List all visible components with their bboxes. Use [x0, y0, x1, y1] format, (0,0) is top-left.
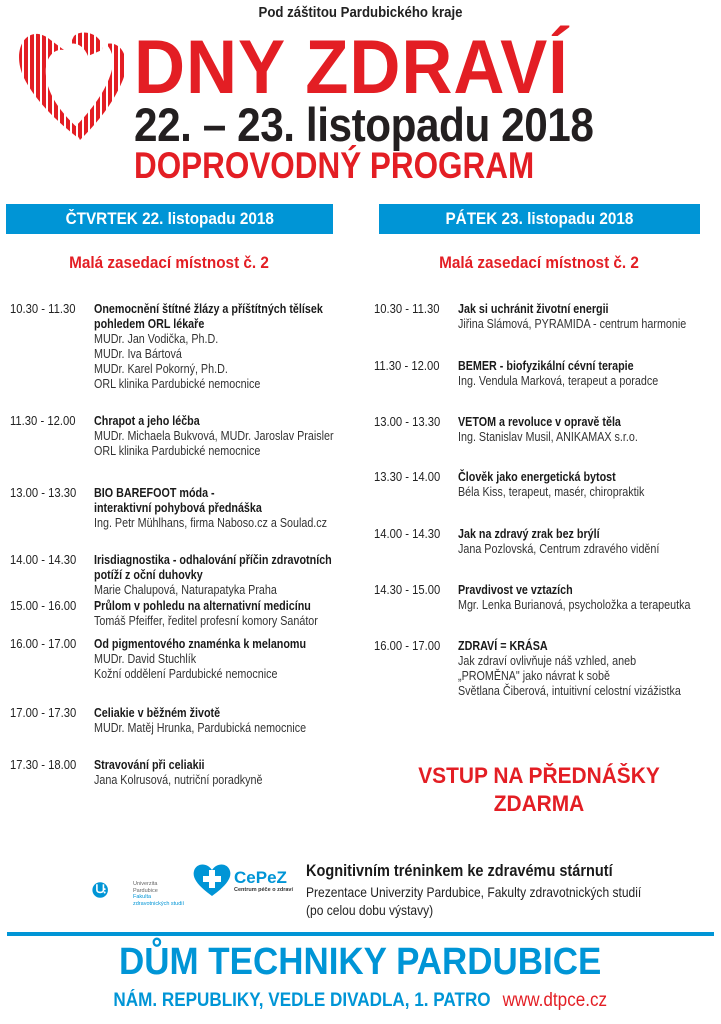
talk-title: potíží z oční duhovky	[94, 568, 203, 582]
footer-divider	[7, 932, 714, 936]
talk-title: Od pigmentového znaménka k melanomu	[94, 637, 307, 651]
schedule-body	[94, 599, 318, 629]
schedule-time: 14.00 - 14.30	[10, 553, 77, 567]
room-label-thursday: Malá zasedací místnost č. 2	[69, 253, 270, 272]
schedule-body	[94, 414, 334, 459]
talk-title: pohledem ORL lékaře	[94, 317, 205, 331]
event-subtitle: DOPROVODNÝ PROGRAM	[134, 145, 535, 186]
speaker-line: MUDr. David Stuchlík	[94, 652, 197, 666]
exhibition-description: Prezentace Univerzity Pardubice, Fakulty zdravotnických studií	[306, 884, 642, 900]
day-header-friday: PÁTEK 23. listopadu 2018	[379, 204, 700, 234]
speaker-line: ORL klinika Pardubické nemocnice	[94, 444, 261, 458]
schedule-time: 10.30 - 11.30	[374, 302, 440, 316]
talk-title: Jak na zdravý zrak bez brýlí	[458, 527, 600, 541]
cepez-subtitle: Centrum péče o zdraví	[234, 887, 293, 893]
upce-logo-text: Univerzita Pardubice Fakulta zdravotnických studií	[133, 881, 185, 907]
speaker-line: Ing. Petr Mühlhans, firma Naboso.cz a Soulad.cz	[94, 516, 328, 530]
schedule-time: 13.00 - 13.30	[10, 486, 77, 500]
schedule-time: 15.00 - 16.00	[10, 599, 77, 613]
speaker-line: MUDr. Iva Bártová	[94, 347, 182, 361]
schedule-time: 13.00 - 13.30	[374, 415, 441, 429]
room-label-friday: Malá zasedací místnost č. 2	[439, 253, 640, 272]
event-dates: 22. – 23. listopadu 2018	[134, 98, 594, 151]
speaker-line: Světlana Čiberová, intuitivní celostní vizážistka	[458, 684, 681, 698]
talk-title: interaktivní pohybová přednáška	[94, 501, 262, 515]
schedule-body	[94, 637, 306, 682]
schedule-body	[458, 470, 644, 500]
speaker-line: Jana Kolrusová, nutriční poradkyně	[94, 773, 263, 787]
free-entry-notice: VSTUP NA PŘEDNÁŠKY ZDARMA	[418, 763, 660, 816]
speaker-line: MUDr. Jan Vodička, Ph.D.	[94, 332, 219, 346]
speaker-line: Jana Pozlovská, Centrum zdravého vidění	[458, 542, 660, 556]
talk-title: Stravování při celiakii	[94, 758, 205, 772]
univerzita-pardubice-logo-icon	[92, 868, 132, 912]
talk-title: VETOM a revoluce v opravě těla	[458, 415, 621, 429]
talk-title: Onemocnění štítné žlázy a příštítných tělísek	[94, 302, 323, 316]
speaker-line: Marie Chalupová, Naturapatyka Praha	[94, 583, 277, 597]
venue-name: DŮM TECHNIKY PARDUBICE	[119, 941, 602, 983]
speaker-line: MUDr. Michaela Bukvová, MUDr. Jaroslav Praisler	[94, 429, 334, 443]
talk-title: BEMER - biofyzikální cévní terapie	[458, 359, 634, 373]
speaker-line: Ing. Stanislav Musil, ANIKAMAX s.r.o.	[458, 430, 638, 444]
schedule-time: 11.30 - 12.00	[374, 359, 440, 373]
speaker-line: MUDr. Matěj Hrunka, Pardubická nemocnice	[94, 721, 307, 735]
schedule-time: 16.00 - 17.00	[10, 637, 77, 651]
talk-title: Pravdivost ve vztazích	[458, 583, 573, 597]
talk-title: BIO BAREFOOT móda -	[94, 486, 215, 500]
speaker-line: Ing. Vendula Marková, terapeut a poradce	[458, 374, 659, 388]
schedule-time: 14.00 - 14.30	[374, 527, 441, 541]
venue-address: NÁM. REPUBLIKY, VEDLE DIVADLA, 1. PATRO	[113, 990, 491, 1011]
address-row	[0, 990, 721, 1012]
schedule-body	[458, 302, 686, 332]
speaker-line: Kožní oddělení Pardubické nemocnice	[94, 667, 278, 681]
schedule-body	[94, 486, 327, 531]
schedule-time: 10.30 - 11.30	[10, 302, 76, 316]
cepez-heart-cross-icon	[192, 862, 232, 898]
schedule-body	[458, 639, 681, 699]
event-title: DNY ZDRAVÍ	[134, 25, 569, 110]
schedule-time: 17.30 - 18.00	[10, 758, 77, 772]
speaker-line: „PROMĚNA" jako návrat k sobě	[458, 669, 610, 683]
schedule-time: 17.00 - 17.30	[10, 706, 77, 720]
talk-title: Člověk jako energetická bytost	[458, 470, 616, 484]
exhibition-duration: (po celou dobu výstavy)	[306, 902, 434, 918]
speaker-line: Jiřina Slámová, PYRAMIDA - centrum harmonie	[458, 317, 687, 331]
talk-title: Celiakie v běžném životě	[94, 706, 221, 720]
schedule-body	[94, 553, 332, 598]
schedule-time: 13.30 - 14.00	[374, 470, 441, 484]
schedule-body	[458, 359, 658, 389]
schedule-time: 11.30 - 12.00	[10, 414, 76, 428]
speaker-line: ORL klinika Pardubické nemocnice	[94, 377, 261, 391]
schedule-body	[94, 758, 263, 788]
day-header-thursday: ČTVRTEK 22. listopadu 2018	[6, 204, 333, 234]
schedule-time: 16.00 - 17.00	[374, 639, 441, 653]
schedule-time: 14.30 - 15.00	[374, 583, 441, 597]
talk-title: Chrapot a jeho léčba	[94, 414, 200, 428]
speaker-line: Tomáš Pfeiffer, ředitel profesní komory Sanátor	[94, 614, 318, 628]
schedule-body	[458, 583, 690, 613]
talk-title: Irisdiagnostika - odhalování příčin zdravotních	[94, 553, 332, 567]
talk-title: ZDRAVÍ = KRÁSA	[458, 639, 548, 653]
schedule-body	[458, 527, 659, 557]
website-link[interactable]: www.dtpce.cz	[502, 990, 608, 1011]
talk-title: Průlom v pohledu na alternativní medicínu	[94, 599, 311, 613]
speaker-line: MUDr. Karel Pokorný, Ph.D.	[94, 362, 228, 376]
patronage-text: Pod záštitou Pardubického kraje	[258, 4, 463, 21]
speaker-line: Mgr. Lenka Burianová, psycholožka a terapeutka	[458, 598, 691, 612]
cepez-name: CePeZ	[234, 868, 287, 887]
talk-title: Jak si uchránit životní energii	[458, 302, 609, 316]
schedule-body	[94, 706, 306, 736]
speaker-line: Jak zdraví ovlivňuje náš vzhled, aneb	[458, 654, 637, 668]
striped-double-heart-icon	[18, 30, 128, 145]
exhibition-title: Kognitivním tréninkem ke zdravému stárnutí	[306, 862, 613, 880]
schedule-body	[94, 302, 323, 392]
speaker-line: Béla Kiss, terapeut, masér, chiropraktik	[458, 485, 645, 499]
schedule-body	[458, 415, 638, 445]
